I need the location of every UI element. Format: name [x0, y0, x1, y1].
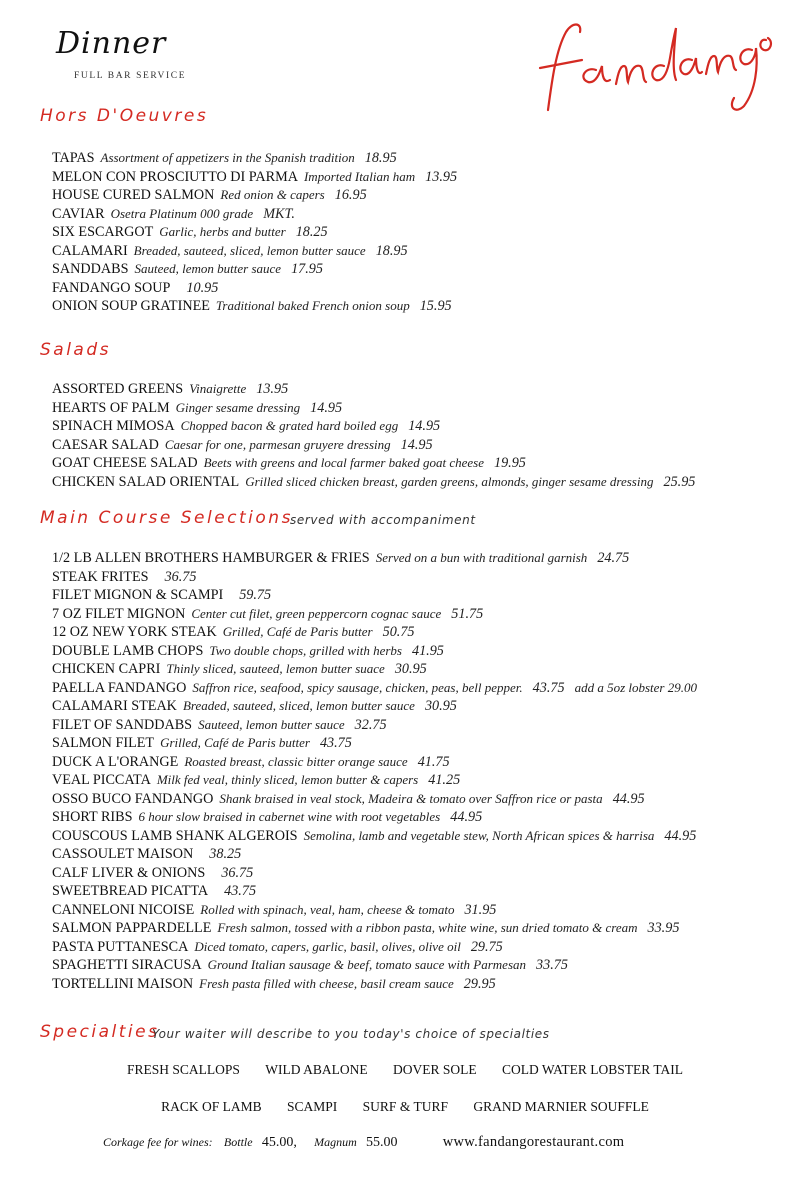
bottle-price: 45.00,	[261, 1135, 297, 1150]
footer	[103, 1134, 624, 1151]
list-item: SWEETBREAD PICATTA 43.75	[52, 883, 257, 899]
list-item: ASSORTED GREENS Vinaigrette 13.95	[52, 381, 289, 397]
section-title-specialties: Specialties	[40, 1022, 160, 1042]
list-item: CHICKEN SALAD ORIENTAL Grilled sliced chicken breast, garden greens, almonds, ginger sesame dressing 25.95	[52, 473, 696, 490]
specialty-item: DOVER SOLE	[392, 1062, 477, 1077]
list-item: MELON CON PROSCIUTTO DI PARMA Imported Italian ham 13.95	[52, 168, 458, 185]
magnum-label: Magnum	[314, 1135, 357, 1149]
specialty-item: WILD ABALONE	[265, 1062, 368, 1077]
list-item: SALMON FILET Grilled, Café de Paris butter 43.75	[52, 735, 352, 751]
list-item: CAESAR SALAD Caesar for one, parmesan gruyere dressing 14.95	[52, 436, 433, 453]
magnum-price: 55.00	[366, 1135, 398, 1150]
list-item: SHORT RIBS 6 hour slow braised in cabernet wine with root vegetables 44.95	[52, 809, 483, 825]
bottle-label: Bottle	[223, 1135, 253, 1149]
list-item: FILET OF SANDDABS Sauteed, lemon butter sauce 32.75	[52, 716, 387, 733]
specialty-item: COLD WATER LOBSTER TAIL	[501, 1062, 684, 1077]
specialty-item: SURF & TURF	[362, 1099, 448, 1114]
list-item: SPAGHETTI SIRACUSA Ground Italian sausage & beef, tomato sauce with Parmesan 33.75	[52, 957, 568, 973]
fandango-logo	[530, 10, 780, 120]
list-item: CALAMARI STEAK Breaded, sauteed, sliced, lemon butter sauce 30.95	[52, 698, 457, 714]
list-item: CHICKEN CAPRI Thinly sliced, sauteed, lemon butter suace 30.95	[52, 661, 427, 677]
list-item: TORTELLINI MAISON Fresh pasta filled with cheese, basil cream sauce 29.95	[52, 975, 496, 992]
specialty-item: FRESH SCALLOPS	[126, 1062, 240, 1077]
section-note-mains: served with accompaniment	[290, 513, 476, 527]
list-item: 7 OZ FILET MIGNON Center cut filet, green peppercorn cognac sauce 51.75	[52, 605, 484, 622]
list-item: CAVIAR Osetra Platinum 000 grade MKT.	[52, 205, 295, 222]
specialty-item: SCAMPI	[287, 1099, 338, 1114]
list-item: 1/2 LB ALLEN BROTHERS HAMBURGER & FRIES Served on a bun with traditional garnish 24.75	[52, 550, 630, 566]
list-item: FANDANGO SOUP 10.95	[52, 279, 219, 296]
list-item: GOAT CHEESE SALAD Beets with greens and local farmer baked goat cheese 19.95	[52, 455, 526, 471]
list-item: SPINACH MIMOSA Chopped bacon & grated hard boiled egg 14.95	[52, 418, 441, 434]
corkage-label: Corkage fee for wines:	[103, 1135, 213, 1149]
mains-list	[52, 549, 697, 993]
list-item: STEAK FRITES 36.75	[52, 568, 197, 585]
list-item: SANDDABS Sauteed, lemon butter sauce 17.95	[52, 261, 323, 277]
list-item: SIX ESCARGOT Garlic, herbs and butter 18.25	[52, 224, 328, 240]
list-item: DUCK A L'ORANGE Roasted breast, classic bitter orange sauce 41.75	[52, 753, 450, 770]
list-item: PASTA PUTTANESCA Diced tomato, capers, garlic, basil, olives, olive oil 29.75	[52, 938, 503, 955]
specialties-row-2	[0, 1099, 810, 1115]
menu-subtitle: FULL BAR SERVICE	[74, 71, 187, 81]
list-item: ONION SOUP GRATINEE Traditional baked French onion soup 15.95	[52, 298, 452, 314]
list-item: TAPAS Assortment of appetizers in the Spanish tradition 18.95	[52, 150, 397, 166]
hors-list	[52, 149, 457, 316]
list-item: DOUBLE LAMB CHOPS Two double chops, grilled with herbs 41.95	[52, 642, 444, 659]
list-item: VEAL PICCATA Milk fed veal, thinly sliced, lemon butter & capers 41.25	[52, 772, 461, 788]
website-link[interactable]: www.fandangorestaurant.com	[442, 1134, 625, 1150]
salads-list	[52, 380, 695, 491]
list-item: CASSOULET MAISON 38.25	[52, 846, 242, 862]
specialties-row-1	[0, 1062, 810, 1078]
menu-title: Dinner	[56, 26, 167, 61]
list-item: OSSO BUCO FANDANGO Shank braised in veal stock, Madeira & tomato over Saffron rice or pasta 44.95	[52, 790, 645, 807]
specialty-item: GRAND MARNIER SOUFFLE	[473, 1099, 649, 1114]
section-title-hors: Hors D'Oeuvres	[40, 106, 209, 126]
list-item: HEARTS OF PALM Ginger sesame dressing 14.95	[52, 399, 343, 416]
list-item: CALF LIVER & ONIONS 36.75	[52, 864, 254, 881]
section-note-specialties: Your waiter will describe to you today's choice of specialties	[152, 1027, 550, 1041]
list-item: CANNELONI NICOISE Rolled with spinach, veal, ham, cheese & tomato 31.95	[52, 901, 497, 918]
list-item: CALAMARI Breaded, sauteed, sliced, lemon butter sauce 18.95	[52, 242, 408, 259]
section-title-salads: Salads	[40, 340, 111, 360]
list-item: SALMON PAPPARDELLE Fresh salmon, tossed with a ribbon pasta, white wine, sun dried tomato & cream 33.95	[52, 920, 680, 936]
list-item: 12 OZ NEW YORK STEAK Grilled, Café de Paris butter 50.75	[52, 624, 415, 640]
list-item: FILET MIGNON & SCAMPI 59.75	[52, 587, 272, 603]
specialty-item: RACK OF LAMB	[161, 1099, 262, 1114]
list-item: PAELLA FANDANGO Saffron rice, seafood, spicy sausage, chicken, peas, bell pepper. 43.75 add a 5oz lobster 29.00	[52, 679, 697, 696]
section-title-mains: Main Course Selections	[40, 508, 293, 528]
list-item: COUSCOUS LAMB SHANK ALGEROIS Semolina, lamb and vegetable stew, North African spices & harrisa 44.95	[52, 827, 697, 844]
list-item: HOUSE CURED SALMON Red onion & capers 16.95	[52, 187, 367, 203]
